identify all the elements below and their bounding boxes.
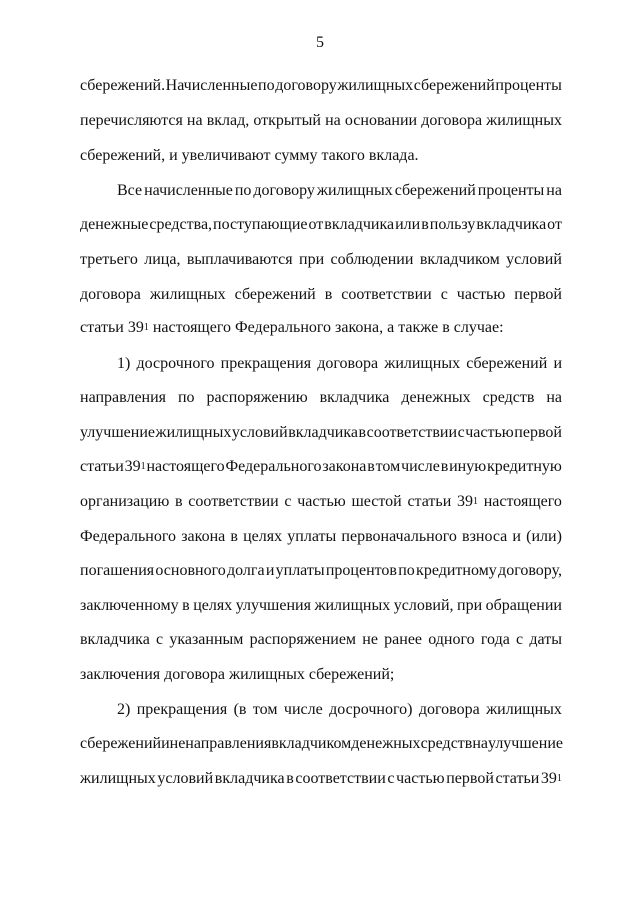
word: шестой	[351, 493, 402, 510]
word: с	[387, 770, 395, 787]
word: договору	[275, 77, 337, 94]
word: жилищных	[486, 701, 562, 718]
word: сбережений	[413, 77, 495, 94]
word: вкладчика	[319, 389, 390, 406]
word: кредитному	[416, 562, 497, 579]
word: вкладчиком	[271, 735, 352, 752]
word: ненаправления	[169, 735, 272, 752]
word: лица,	[144, 251, 181, 268]
text-line	[80, 492, 562, 512]
word: уплаты	[287, 528, 337, 545]
word: условий,	[393, 597, 454, 614]
word: даты	[529, 631, 562, 648]
word: в	[324, 286, 333, 303]
word: закона,	[335, 319, 384, 336]
word: (в	[233, 701, 247, 718]
word: закона	[181, 528, 226, 545]
word: по	[234, 182, 252, 199]
word: от	[547, 216, 562, 233]
word: начисленные	[144, 182, 233, 199]
word: частью	[456, 286, 506, 303]
word: жилищных	[314, 597, 391, 614]
word: по	[398, 562, 415, 579]
word: при	[457, 597, 483, 614]
word: обращении	[485, 597, 562, 614]
word: числе	[401, 458, 440, 475]
word: на	[546, 182, 562, 199]
word: целях	[243, 528, 283, 545]
word: $39^1$	[127, 319, 149, 336]
word: улучшение	[80, 424, 155, 441]
word: перечисляются	[80, 112, 183, 129]
word: первой	[514, 424, 562, 441]
word: в	[442, 319, 450, 336]
word: вкладчиком	[419, 251, 500, 268]
word: по	[258, 77, 275, 94]
superscript: 1	[556, 773, 562, 784]
word: закона	[322, 458, 367, 475]
word: в	[367, 458, 375, 475]
word: а	[387, 319, 395, 336]
word: досрочного	[136, 355, 215, 372]
word: средства,	[149, 216, 213, 233]
word: том	[375, 458, 401, 475]
word: вкладчика	[324, 216, 395, 233]
page-number: 5	[316, 34, 324, 51]
word: вкладчика	[80, 631, 150, 648]
word: 1)	[117, 355, 131, 372]
word: в	[230, 528, 238, 545]
word: $39^1$	[457, 493, 478, 510]
word: настоящего	[152, 319, 232, 336]
word: жилищных	[80, 770, 156, 787]
word: условий	[157, 770, 214, 787]
word: улучшения	[235, 597, 311, 614]
word: сбережений.	[80, 77, 166, 94]
word: вклада.	[368, 147, 419, 164]
word: договора	[80, 286, 141, 303]
word: числе	[283, 701, 323, 718]
text-line	[117, 354, 562, 374]
text-line	[80, 250, 562, 270]
word: настоящего	[483, 493, 562, 510]
word: частью	[396, 770, 445, 787]
word: распоряжению	[206, 389, 308, 406]
word: Федерального	[225, 458, 322, 475]
word: с	[284, 493, 292, 510]
word: Начисленные	[165, 77, 258, 94]
word: третьего	[80, 251, 138, 268]
text-line	[80, 146, 562, 166]
word: погашения	[80, 562, 155, 579]
word: на	[325, 112, 341, 129]
word: не	[362, 631, 378, 648]
word: настоящего	[146, 458, 225, 475]
word: частью	[297, 493, 346, 510]
word: поступающие	[213, 216, 308, 233]
word: одного	[428, 631, 475, 648]
word: и	[169, 147, 178, 164]
word: средств	[420, 735, 473, 752]
word: первой	[514, 286, 562, 303]
text-line	[80, 388, 562, 408]
superscript: 1	[140, 461, 146, 472]
word: выплачиваются	[186, 251, 293, 268]
text-line	[80, 527, 562, 547]
word: вклад,	[206, 112, 250, 129]
word: с	[440, 286, 448, 303]
superscript: 1	[473, 496, 478, 507]
word: года	[480, 631, 510, 648]
word: вкладчика	[214, 770, 285, 787]
text-line	[80, 318, 562, 338]
word: статьи	[80, 458, 124, 475]
word: частью	[465, 424, 514, 441]
word: с	[516, 631, 524, 648]
word: Все	[117, 182, 143, 199]
word: денежных	[351, 735, 421, 752]
word: договора	[421, 112, 483, 129]
word: статьи	[495, 770, 540, 787]
word: взноса	[462, 528, 508, 545]
word: соответствии	[366, 424, 458, 441]
word: договора	[317, 355, 379, 372]
word: указанным	[169, 631, 244, 648]
word: $39^1$	[540, 770, 562, 787]
word: сбережений,	[80, 147, 166, 164]
word: пользу	[429, 216, 476, 233]
text-line	[80, 423, 562, 443]
word: прекращения	[220, 355, 312, 372]
word: сбережений	[394, 182, 476, 199]
word: соответствии	[341, 286, 432, 303]
word: денежных	[401, 389, 471, 406]
word: сбережений;	[308, 666, 395, 683]
word: средств	[482, 389, 535, 406]
word: по	[177, 389, 195, 406]
word: проценты	[477, 182, 545, 199]
word: основании	[344, 112, 418, 129]
word: вкладчика	[476, 216, 547, 233]
word: случае:	[453, 319, 504, 336]
word: заключенному	[80, 597, 179, 614]
word: Федерального	[235, 319, 332, 336]
word: распоряжением	[249, 631, 357, 648]
word: 2)	[117, 701, 131, 718]
word: сбережений	[234, 286, 316, 303]
word: с	[156, 631, 164, 648]
text-line	[80, 769, 562, 789]
word: (или)	[526, 528, 562, 545]
word: соответствии	[295, 770, 386, 787]
word: первой	[446, 770, 494, 787]
text-line	[80, 665, 562, 685]
text-line	[80, 630, 562, 650]
word: $39^1$	[124, 458, 146, 475]
word: ранее	[384, 631, 423, 648]
word: целях	[193, 597, 233, 614]
word: в	[440, 458, 449, 475]
word: процентов	[325, 562, 397, 579]
word: проценты	[495, 77, 562, 94]
text-line	[80, 285, 562, 305]
word: договору,	[498, 562, 562, 579]
word: в	[182, 597, 190, 614]
word: открытый	[253, 112, 321, 129]
word: соблюдении	[330, 251, 414, 268]
text-line	[117, 181, 562, 201]
text-line	[80, 734, 562, 754]
word: на	[546, 389, 562, 406]
word: при	[299, 251, 325, 268]
word: том	[252, 701, 278, 718]
word: в	[421, 216, 429, 233]
word: в	[358, 424, 367, 441]
word: в	[175, 493, 183, 510]
word: Федерального	[80, 528, 177, 545]
word: договора	[418, 701, 480, 718]
word: заключения	[80, 666, 161, 683]
word: и	[265, 562, 275, 579]
word: жилищных	[337, 77, 414, 94]
text-line	[80, 596, 562, 616]
word: статьи	[80, 319, 124, 336]
word: вкладчика	[288, 424, 358, 441]
word: жилищных	[384, 355, 461, 372]
word: или	[395, 216, 421, 233]
word: жилищных	[149, 286, 226, 303]
word: такого	[321, 147, 365, 164]
word: сбережений	[466, 355, 548, 372]
word: от	[308, 216, 324, 233]
word: договору	[253, 182, 315, 199]
word: и	[161, 735, 170, 752]
word: иную	[449, 458, 487, 475]
word: кредитную	[486, 458, 562, 475]
word: денежные	[80, 216, 149, 233]
word: уплаты	[275, 562, 325, 579]
word: жилищных	[229, 666, 305, 683]
superscript: 1	[143, 322, 149, 333]
word: соответствии	[188, 493, 279, 510]
word: организацию	[80, 493, 170, 510]
word: сбережений	[80, 735, 162, 752]
word: в	[286, 770, 294, 787]
word: основного	[155, 562, 226, 579]
word: условий	[231, 424, 288, 441]
word: прекращения	[136, 701, 228, 718]
word: улучшение	[488, 735, 563, 752]
word: договора	[164, 666, 226, 683]
word: первоначального	[341, 528, 457, 545]
word: и	[512, 528, 521, 545]
word: и	[553, 355, 562, 372]
word: на	[472, 735, 489, 752]
text-line	[80, 76, 562, 96]
word: досрочного)	[329, 701, 413, 718]
text-line	[80, 111, 562, 131]
text-line	[80, 561, 562, 581]
word: с	[457, 424, 465, 441]
word: долга	[226, 562, 265, 579]
word: жилищных	[316, 182, 393, 199]
word: увеличивают	[181, 147, 271, 164]
word: направления	[80, 389, 167, 406]
word: жилищных	[155, 424, 232, 441]
word: статьи	[407, 493, 452, 510]
word: условий	[506, 251, 562, 268]
text-line	[80, 457, 562, 477]
text-line	[80, 215, 562, 235]
word: также	[398, 319, 439, 336]
word: сумму	[274, 147, 318, 164]
word: жилищных	[486, 112, 562, 129]
text-line	[117, 700, 562, 720]
word: на	[186, 112, 203, 129]
